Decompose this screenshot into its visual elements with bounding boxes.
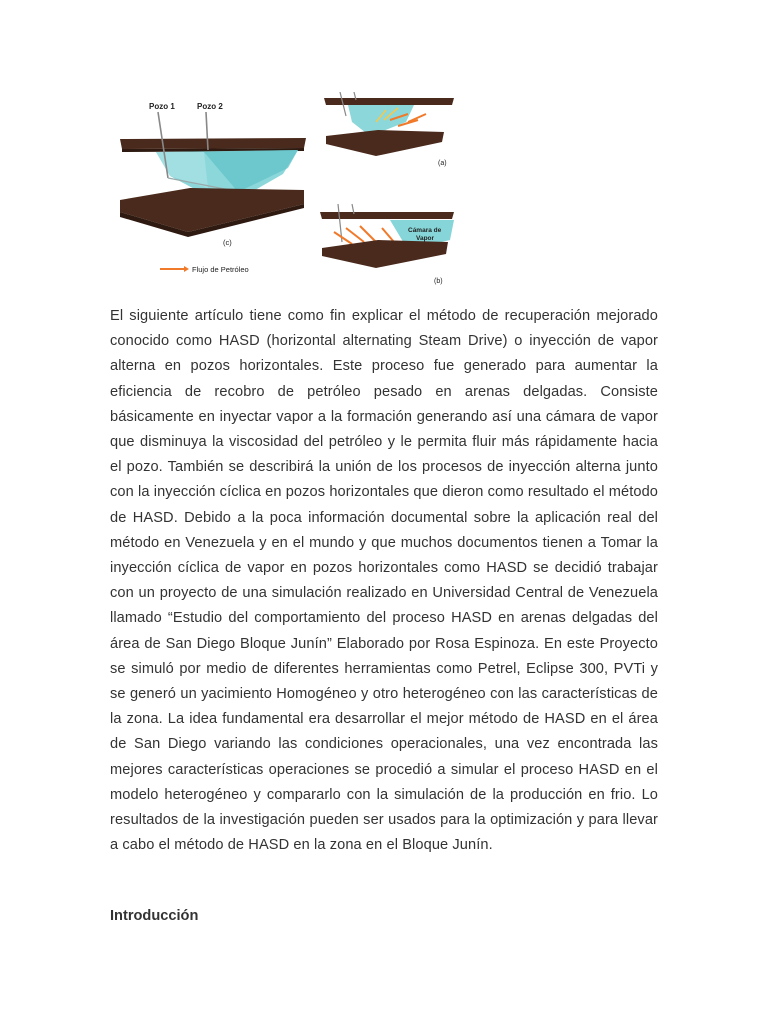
section-heading: Introducción — [110, 908, 199, 924]
panel-c-bottom-slab — [120, 188, 304, 232]
panel-a-diagram — [324, 92, 454, 156]
panel-c-label: (c) — [223, 238, 232, 247]
panel-a-label: (a) — [438, 160, 447, 167]
hasd-diagram-svg — [108, 92, 468, 290]
chamber-label-line1: Cámara de — [408, 227, 442, 234]
well-label-1: Pozo 1 — [149, 102, 175, 111]
chamber-label-line2: Vapor — [416, 235, 435, 242]
panel-c-top-slab — [120, 138, 306, 149]
hasd-diagram — [108, 92, 468, 290]
panel-b-label: (b) — [434, 278, 443, 285]
legend-label: Flujo de Petróleo — [192, 265, 249, 274]
panel-c-diagram — [120, 112, 306, 237]
article-body: El siguiente artículo tiene como fin explicar el método de recuperación mejorado conocido como HASD (horizontal alternating Steam Drive) o inyección de vapor alterna en pozos horizontales. Este proceso fue generado para aumentar la eficiencia de recobro de petróleo pesado en arenas delgadas. Consiste básicamente en inyectar vapor a la formación generando así una cámara de vapor que disminuya la viscosidad del petróleo y le permita fluir más rápidamente hacia el pozo. También se describirá la unión de los procesos de inyección alterna junto con la inyección cíclica en pozos horizontales que dieron como resultado el método de HASD. Debido a la poca información documental sobre la aplicación real del método en Venezuela y en el mundo y que muchos documentos tienen a Tomar la inyección cíclica de vapor en pozos horizontales como HASD se decidió trabajar con un proyecto de una simulación realizado en Universidad Central de Venezuela llamado “Estudio del comportamiento del proceso HASD en arenas delgadas del área de San Diego Bloque Junín” Elaborado por Rosa Espinoza. En este Proyecto se simuló por medio de diferentes herramientas como Petrel, Eclipse 300, PVTi y se generó un yacimiento Homogéneo y otro heterogéneo con las características de la zona. La idea fundamental era desarrollar el mejor método de HASD en el área de San Diego variando las condiciones operacionales, una vez encontrada las mejores características operaciones se procedió a simular el proceso HASD en el modelo heterogéneo y compararlo con la simulación de la producción en frio. Lo resultados de la investigación pueden ser usados para la optimización y para llevar a cabo el método de HASD en la zona en el Bloque Junín. — [110, 308, 658, 854]
well-label-2: Pozo 2 — [197, 102, 223, 111]
